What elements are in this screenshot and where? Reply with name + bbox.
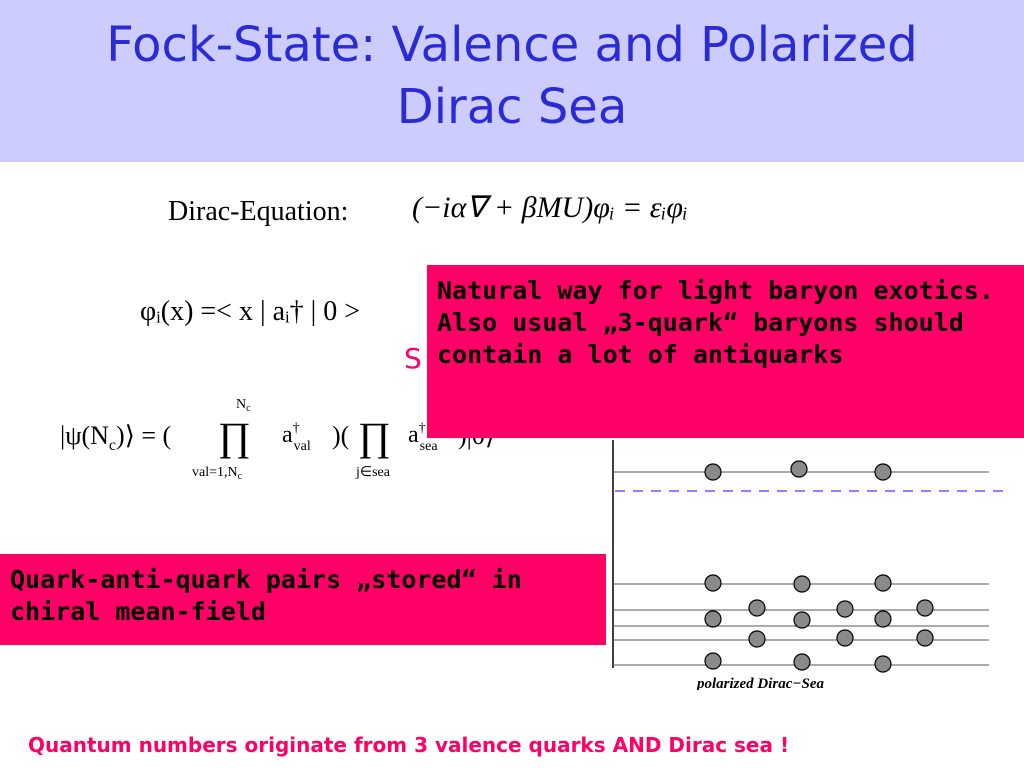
- sea-quark: [749, 600, 765, 616]
- callout-light-baryon-exotics: Natural way for light baryon exotics. Also usual „3-quark“ baryons should contain a lot of antiquarks: [427, 265, 1024, 438]
- sea-quark: [875, 656, 891, 672]
- sea-quark: [837, 630, 853, 646]
- footer-note: Quantum numbers originate from 3 valence quarks AND Dirac sea !: [28, 733, 790, 757]
- sea-quark: [794, 612, 810, 628]
- valence-quark: [705, 464, 721, 480]
- sea-quark: [705, 575, 721, 591]
- product-lower-limit-sea: j∈sea: [356, 465, 390, 480]
- dirac-equation: [412, 190, 688, 225]
- sea-quark: [875, 611, 891, 627]
- dirac-equation-text: (−iα∇ + βMU)φᵢ = εᵢφᵢ: [412, 191, 688, 224]
- product-upper-limit: $N_c$: [236, 397, 251, 414]
- creation-operator-sea: a† sea: [408, 421, 438, 454]
- sea-quark: [749, 631, 765, 647]
- product-symbol-sea: ∏: [358, 414, 391, 459]
- sea-quark: [794, 576, 810, 592]
- diagram-caption: polarized Dirac−Sea: [697, 676, 825, 690]
- product-symbol-valence: ∏: [218, 414, 251, 459]
- sea-quark: [837, 601, 853, 617]
- fock-state-formula-text: $|\psi(N_c)⟩$ = (: [60, 421, 172, 454]
- title-line-1: Fock-State: Valence and Polarized: [106, 17, 918, 73]
- sea-quark: [917, 630, 933, 646]
- callout-quark-antiquark-pairs: Quark-anti-quark pairs „stored“ in chiral mean-field: [0, 554, 606, 645]
- product-lower-limit-valence: $val=1,N_c$: [192, 465, 243, 482]
- slide-title: [0, 14, 1024, 138]
- valence-quark: [791, 461, 807, 477]
- sea-quark: [917, 600, 933, 616]
- equation-label: Dirac-Equation:: [168, 196, 349, 227]
- sea-quark: [705, 653, 721, 669]
- sea-quark: [794, 654, 810, 670]
- title-line-2: Dirac Sea: [396, 79, 628, 135]
- sea-quark: [705, 611, 721, 627]
- valence-quark: [875, 464, 891, 480]
- open-paren-sea: )(: [332, 421, 350, 450]
- sea-quark: [875, 575, 891, 591]
- dirac-sea-diagram: [605, 440, 1010, 690]
- wavefunction-formula: φᵢ(x) =< x | aᵢ† | 0 >: [140, 296, 360, 327]
- partial-hidden-text: S: [404, 342, 422, 375]
- creation-operator-valence: a† val: [282, 421, 311, 454]
